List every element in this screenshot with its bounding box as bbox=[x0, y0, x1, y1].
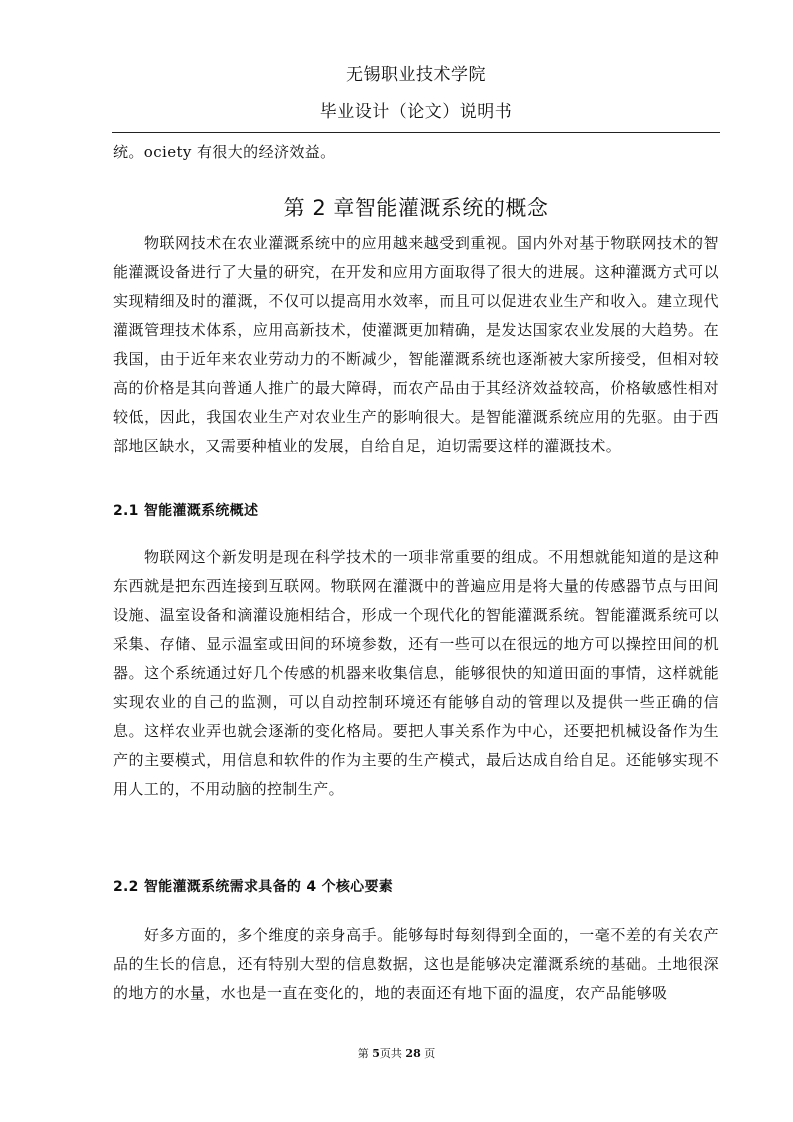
footer-suffix: 页 bbox=[420, 1047, 436, 1060]
section-heading-2-2: 2.2 智能灌溉系统需求具备的 4 个核心要素 bbox=[113, 879, 394, 895]
institution-name: 无锡职业技术学院 bbox=[346, 65, 486, 85]
page-footer bbox=[0, 1045, 793, 1061]
total-page-count: 28 bbox=[405, 1047, 421, 1060]
chapter-title: 第 2 章智能灌溉系统的概念 bbox=[283, 196, 549, 220]
current-page-number: 5 bbox=[372, 1047, 380, 1060]
document-type: 毕业设计（论文）说明书 bbox=[319, 102, 513, 122]
header-divider bbox=[112, 132, 720, 133]
footer-prefix: 第 bbox=[357, 1047, 373, 1060]
continuation-text: 统。ociety 有很大的经济效益。 bbox=[113, 143, 336, 161]
section-heading-2-1: 2.1 智能灌溉系统概述 bbox=[113, 503, 259, 519]
section-2-1-paragraph: 物联网这个新发明是现在科学技术的一项非常重要的组成。不用想就能知道的是这种东西就是把东西连接到互联网。物联网在灌溉中的普遍应用是将大量的传感器节点与田间设施、温室设备和滴灌设施相结合，形成一个现代化的智能灌溉系统。智能灌溉系统可以采集、存储、显示温室或田间的环境参数，还有一些可以在很远的地方可以操控田间的机器。这个系统通过好几个传感的机器来收集信息，能够很快的知道田面的事情，这样就能实现农业的自己的监测，可以自动控制环境还有能够自动的管理以及提供一些正确的信息。这样农业弄也就会逐渐的变化格局。要把人事关系作为中心，还要把机械设备作为生产的主要模式，用信息和软件的作为主要的生产模式，最后达成自给自足。还能够实现不用人工的，不用动脑的控制生产。 bbox=[113, 548, 719, 798]
section-2-2-paragraph: 好多方面的，多个维度的亲身高手。能够每时每刻得到全面的，一毫不差的有关农产品的生长的信息，还有特别大型的信息数据，这也是能够决定灌溉系统的基础。土地很深的地方的水量，水也是一直在变化的，地的表面还有地下面的温度，农产品能够吸 bbox=[113, 926, 719, 1002]
chapter-intro-paragraph: 物联网技术在农业灌溉系统中的应用越来越受到重视。国内外对基于物联网技术的智能灌溉设备进行了大量的研究，在开发和应用方面取得了很大的进展。这种灌溉方式可以实现精细及时的灌溉，不仅可以提高用水效率，而且可以促进农业生产和收入。建立现代灌溉管理技术体系，应用高新技术，使灌溉更加精确，是发达国家农业发展的大趋势。在我国，由于近年来农业劳动力的不断减少，智能灌溉系统也逐渐被大家所接受，但相对较高的价格是其向普通人推广的最大障碍，而农产品由于其经济效益较高，价格敏感性相对较低，因此，我国农业生产对农业生产的影响很大。是智能灌溉系统应用的先驱。由于西部地区缺水，又需要种植业的发展，自给自足，迫切需要这样的灌溉技术。 bbox=[113, 234, 719, 455]
footer-middle: 页共 bbox=[379, 1047, 406, 1060]
